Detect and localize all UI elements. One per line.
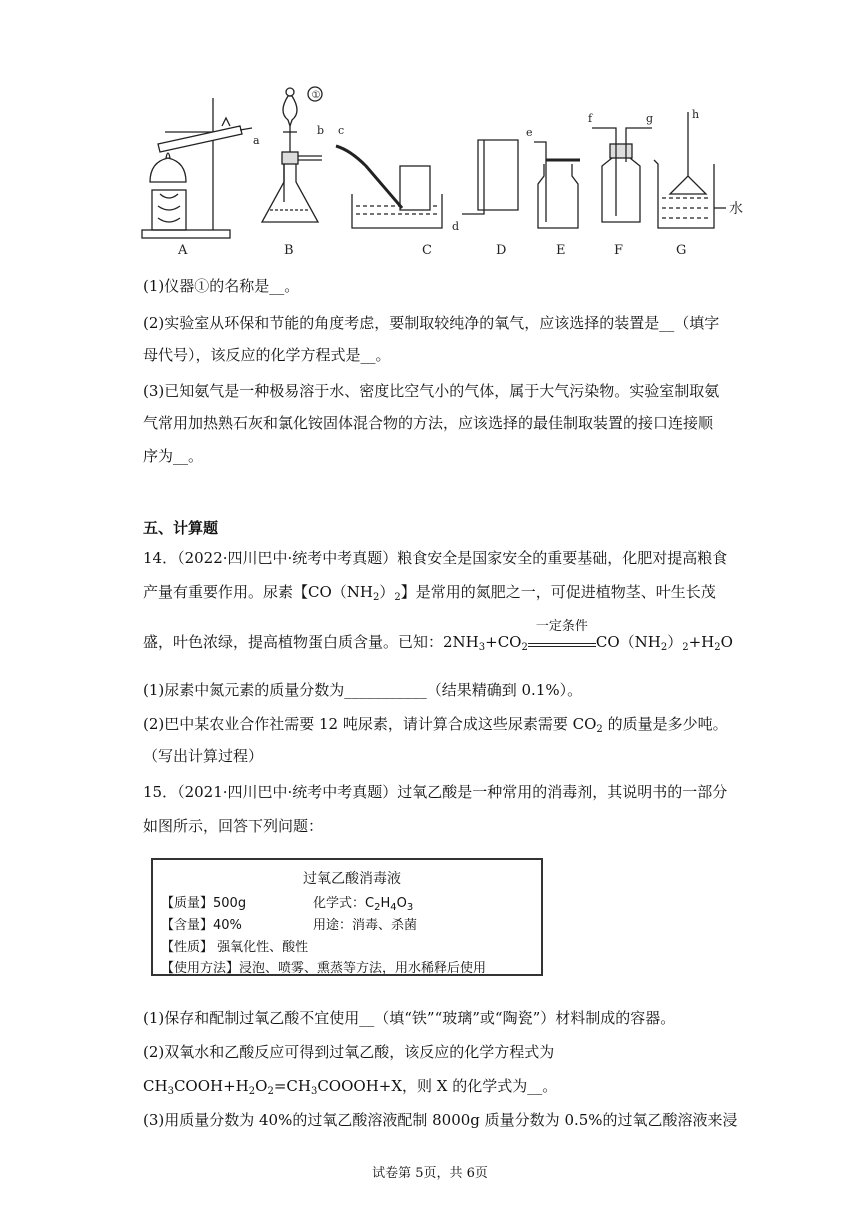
label-property: 【性质】 强氧化性、酸性 (161, 940, 309, 955)
q14-equation-line (143, 619, 733, 653)
q15-p2-a: CH (143, 1077, 168, 1095)
q14-eq-sub2: 2 (521, 642, 528, 653)
label-title: 过氧乙酸消毒液 (303, 871, 401, 887)
q15-p2-b: COOH+H (173, 1077, 249, 1095)
q14-eq-text-b: +CO (485, 633, 522, 651)
label-f: F (614, 243, 624, 258)
apparatus-a (142, 98, 260, 258)
port-d: d (452, 220, 460, 233)
q14-part2-text-a: (2)巴中某农业合作社需要 12 吨尿素，请计算合成这些尿素需要 CO (143, 715, 597, 733)
circled-one-label: ① (311, 90, 321, 101)
reaction-condition-arrow (528, 619, 596, 647)
q15-p2-s1: 3 (167, 1086, 174, 1097)
label-mass: 【质量】500g (161, 896, 247, 911)
label-formula-s3: 3 (406, 902, 414, 913)
q14-line2-sub1: 2 (372, 592, 380, 603)
label-formula-s1: 2 (374, 902, 381, 913)
q15-part1: (1)保存和配制过氧乙酸不宜使用__（填“铁”“玻璃”或“陶瓷”）材料制成的容器。 (143, 1009, 676, 1027)
q15-part2-line2 (143, 1076, 557, 1096)
q14-line2 (143, 582, 716, 602)
q13-part3-line1: (3)已知氨气是一种极易溶于水、密度比空气小的气体，属于大气污染物。实验室制取氨 (143, 382, 720, 400)
q15-p2-d: =CH (273, 1077, 311, 1095)
port-f: f (588, 112, 593, 125)
q13-part1: (1)仪器①的名称是__。 (143, 277, 300, 295)
q14-line2-text-a: 产量有重要作用。尿素【CO（NH (143, 583, 373, 601)
label-d: D (496, 243, 507, 258)
port-e: e (526, 126, 533, 139)
q13-part3-line2: 气常用加热熟石灰和氯化铵固体混合物的方法，应该选择的最佳制取装置的接口连接顺 (143, 414, 714, 432)
q14-part2-sub: 2 (596, 724, 603, 735)
q14-eq-text-f: O (720, 633, 733, 651)
q14-eq-sub5: 2 (714, 642, 721, 653)
q14-line2-text-b: ） (379, 583, 395, 601)
label-use: 用途：消毒、杀菌 (313, 918, 418, 933)
q14-line2-sub2: 2 (394, 592, 401, 603)
label-g: G (676, 243, 687, 258)
q14-eq-sub4: 2 (682, 642, 689, 653)
q15-line1: 15．（2021·四川巴中·统考中考真题）过氧乙酸是一种常用的消毒剂，其说明书的一部分 (143, 783, 728, 801)
q14-eq-text-c: CO（NH (595, 633, 661, 651)
apparatus-f (588, 112, 653, 258)
q14-eq-text-e: +H (688, 633, 715, 651)
port-c: c (338, 124, 345, 137)
q14-eq-sub1: 3 (478, 642, 486, 653)
label-e: E (556, 243, 566, 258)
product-label-box (151, 858, 543, 976)
apparatus-e (526, 126, 580, 258)
label-formula (313, 892, 413, 911)
label-b: B (284, 243, 294, 258)
q15-p2-s3: 2 (267, 1086, 274, 1097)
q15-p2-s2: 2 (248, 1086, 256, 1097)
q15-p2-s4: 3 (310, 1086, 318, 1097)
water-label: 水 (729, 201, 743, 217)
page-footer: 试卷第 5页，共 6页 (372, 1166, 488, 1181)
q13-part2-line2: 母代号），该反应的化学方程式是__。 (143, 346, 391, 364)
apparatus-b (262, 87, 324, 258)
reaction-condition: 一定条件 (535, 619, 588, 634)
q15-p2-c: O (255, 1077, 268, 1095)
equals-bar (528, 643, 596, 647)
label-a: A (178, 243, 188, 258)
q14-part2-text-b: 的质量是多少吨。 (602, 715, 728, 733)
port-g: g (646, 112, 654, 125)
apparatus-d (452, 140, 518, 258)
apparatus-figure (140, 82, 760, 262)
q15-part3: (3)用质量分数为 40%的过氧乙酸溶液配制 8000g 质量分数为 0.5%的过氧乙酸溶液来浸 (143, 1111, 738, 1129)
port-a: a (253, 134, 260, 147)
label-formula-s2: 4 (390, 902, 397, 913)
label-content: 【含量】40% (161, 918, 242, 933)
apparatus-c (336, 124, 442, 258)
q14-eq-text-d: ） (667, 633, 683, 651)
q14-line1: 14．（2022·四川巴中·统考中考真题）粮食安全是国家安全的重要基础，化肥对提高粮食 (143, 549, 728, 567)
q13-part2-line1: (2)实验室从环保和节能的角度考虑，要制取较纯净的氧气，应该选择的装置是__（填字 (143, 314, 720, 332)
q14-part2-note: （写出计算过程） (143, 747, 264, 765)
port-h: h (692, 108, 700, 121)
q15-part2-line1: (2)双氧水和乙酸反应可得到过氧乙酸，该反应的化学方程式为 (143, 1043, 555, 1061)
q15-p2-e: COOOH+X，则 X 的化学式为__。 (317, 1077, 558, 1095)
apparatus-g (654, 108, 743, 258)
port-b: b (317, 124, 325, 137)
q14-part1: (1)尿素中氮元素的质量分数为___________（结果精确到 0.1%）。 (143, 681, 583, 699)
label-c: C (422, 243, 432, 258)
q14-part2 (143, 714, 728, 734)
q14-eq-sub3: 2 (660, 642, 668, 653)
label-method: 【使用方法】浸泡、喷雾、熏蒸等方法，用水稀释后使用 (161, 961, 487, 976)
label-formula-c: O (396, 896, 407, 911)
q14-eq-text-a: 盛，叶色浓绿，提高植物蛋白质含量。已知：2NH (143, 633, 479, 651)
q13-part3-line3: 序为__。 (143, 447, 204, 465)
q15-line2: 如图所示，回答下列问题： (143, 817, 324, 835)
section-heading: 五、计算题 (143, 519, 219, 537)
label-formula-b: H (380, 896, 391, 911)
q14-line2-text-c: 】是常用的氮肥之一，可促进植物茎、叶生长茂 (400, 583, 716, 601)
label-formula-a: 化学式：C (313, 896, 375, 911)
